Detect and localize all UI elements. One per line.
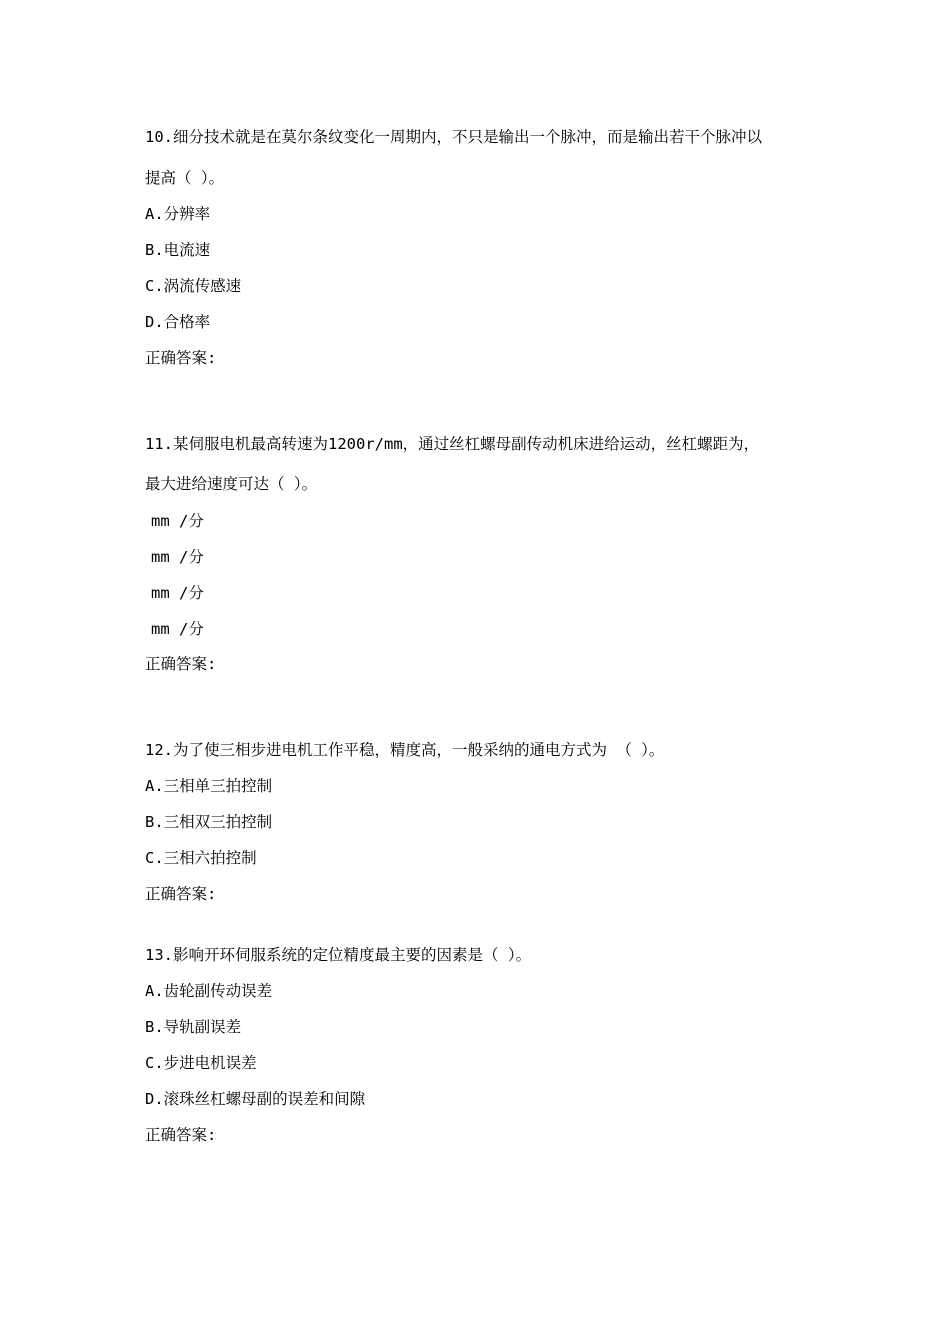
question-11-answer-label: 正确答案:	[145, 655, 217, 673]
question-13-option-a: A.齿轮副传动误差	[145, 982, 273, 1000]
question-10-option-d: D.合格率	[145, 313, 211, 331]
question-11-option-3: mm /分	[151, 584, 204, 602]
question-10-option-c: C.涡流传感速	[145, 277, 242, 295]
question-11-option-4: mm /分	[151, 620, 204, 638]
question-12-option-c: C.三相六拍控制	[145, 849, 257, 867]
question-13-option-c: C.步进电机误差	[145, 1054, 257, 1072]
question-13-option-b: B.导轨副误差	[145, 1018, 242, 1036]
question-10-option-a: A.分辨率	[145, 205, 211, 223]
question-12-stem-line1: 12.为了使三相步进电机工作平稳，精度高，一般采纳的通电方式为 （ ）。	[145, 741, 665, 759]
question-10-stem-line2: 提高（ ）。	[145, 169, 225, 187]
question-10-answer-label: 正确答案:	[145, 349, 217, 367]
question-11-stem-line2: 最大进给速度可达（ ）。	[145, 475, 318, 493]
question-11-option-2: mm /分	[151, 548, 204, 566]
question-11-option-1: mm /分	[151, 512, 204, 530]
question-13-stem-line1: 13.影响开环伺服系统的定位精度最主要的因素是（ ）。	[145, 946, 532, 964]
question-12-option-a: A.三相单三拍控制	[145, 777, 273, 795]
question-12-option-b: B.三相双三拍控制	[145, 813, 273, 831]
question-12-answer-label: 正确答案:	[145, 885, 217, 903]
question-11-stem-line1: 11.某伺服电机最高转速为1200r/mm，通过丝杠螺母副传动机床进给运动，丝杠螺距为，	[145, 435, 760, 453]
question-13-option-d: D.滚珠丝杠螺母副的误差和间隙	[145, 1090, 366, 1108]
question-10-option-b: B.电流速	[145, 241, 211, 259]
question-10-stem-line1: 10.细分技术就是在莫尔条纹变化一周期内，不只是输出一个脉冲，而是输出若干个脉冲以	[145, 128, 762, 146]
question-13-answer-label: 正确答案:	[145, 1126, 217, 1144]
